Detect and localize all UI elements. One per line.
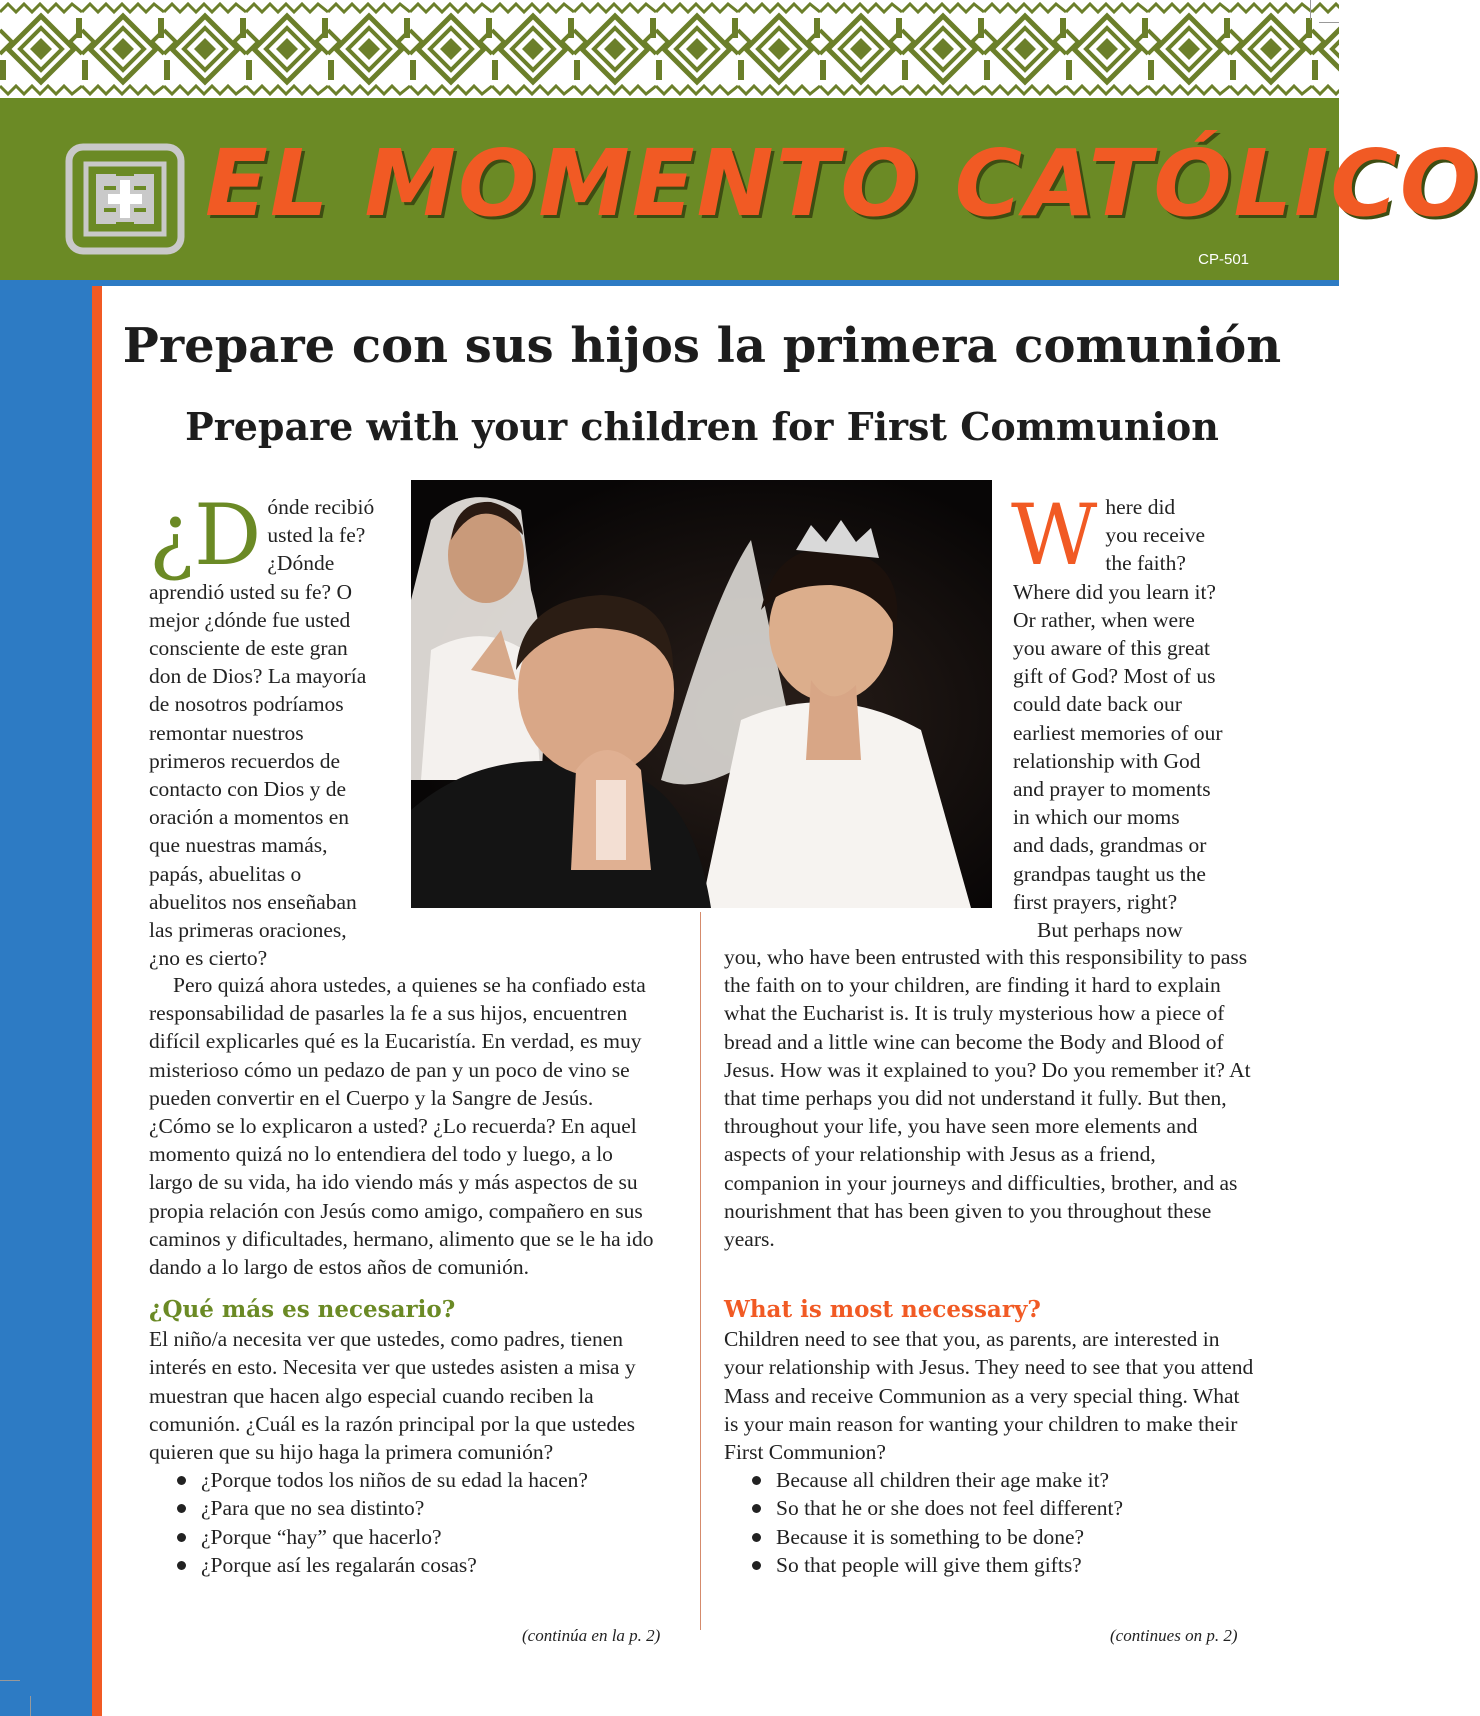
english-intro-line: here did xyxy=(1105,495,1176,519)
english-intro-line: first prayers, right? xyxy=(1013,889,1178,914)
spanish-intro-line: primeros recuerdos de xyxy=(149,748,341,773)
english-paragraph-2-start: But perhaps now xyxy=(1037,918,1183,943)
spanish-intro-line: remontar nuestros xyxy=(149,720,304,745)
newsletter-title: EL MOMENTO CATÓLICO xyxy=(205,130,1480,237)
list-item: ¿Porque todos los niños de su edad la hacen? xyxy=(189,1466,659,1494)
spanish-intro-line: de nosotros podríamos xyxy=(149,692,344,717)
list-item: Because all children their age make it? xyxy=(764,1466,1254,1494)
masthead xyxy=(0,98,1480,280)
english-intro-line: relationship with God xyxy=(1013,748,1201,773)
column-divider xyxy=(700,912,701,1630)
english-intro xyxy=(1011,486,1253,944)
spanish-intro-line: oración a momentos en xyxy=(149,805,350,830)
english-intro-line: could date back our xyxy=(1013,692,1182,717)
english-intro-line: you receive xyxy=(1105,523,1206,548)
spanish-intro-line: ¿no es cierto? xyxy=(149,946,268,971)
english-paragraph-3: Children need to see that you, as parents, are interested in your relationship with Jesus. They need to see that you attend Mass and receive Communion as a very special thing. What is your main reason for wanting your children to make their First Communion? xyxy=(724,1327,1254,1465)
english-intro-line: gift of God? Most of us xyxy=(1013,664,1216,689)
spanish-intro-line: abuelitos nos enseñaban xyxy=(149,889,357,914)
spanish-paragraph-3: El niño/a necesita ver que ustedes, como padres, tienen interés en esto. Necesita ver que ustedes asisten a misa y muestran que hacen algo especial cuando reciben la comunión. ¿Cuál es la razón principal por la que ustedes quieren que su hijo haga la primera comunión? xyxy=(149,1327,636,1465)
crop-mark xyxy=(0,1680,20,1681)
list-item: So that people will give them gifts? xyxy=(764,1551,1254,1579)
spanish-intro-line: ónde recibió xyxy=(267,495,375,519)
english-dropcap: W xyxy=(1011,486,1098,584)
english-intro-line: Or rather, when were xyxy=(1013,607,1195,632)
english-intro-line: and prayer to moments xyxy=(1013,777,1211,802)
spanish-intro-line: contacto con Dios y de xyxy=(149,777,347,802)
list-item: So that he or she does not feel different? xyxy=(764,1494,1254,1522)
list-item: Because it is something to be done? xyxy=(764,1523,1254,1551)
english-intro-line: in which our moms xyxy=(1013,805,1180,830)
side-orange-bar xyxy=(92,286,102,1716)
spanish-intro-line: mejor ¿dónde fue usted xyxy=(149,607,351,632)
list-item: ¿Para que no sea distinto? xyxy=(189,1494,659,1522)
english-intro-line: the faith? xyxy=(1105,551,1186,576)
crop-mark xyxy=(30,1696,31,1716)
headline-english: Prepare with your children for First Communion xyxy=(185,404,1219,449)
first-communion-children-photo xyxy=(411,480,992,908)
english-intro-line: grandpas taught us the xyxy=(1013,861,1206,886)
spanish-intro-line: aprendió usted su fe? O xyxy=(149,579,352,604)
spanish-continues-note: (continúa en la p. 2) xyxy=(522,1626,661,1645)
english-intro-line: and dads, grandmas or xyxy=(1013,833,1207,858)
english-intro-line: you aware of this great xyxy=(1013,636,1211,661)
list-item: ¿Porque “hay” que hacerlo? xyxy=(189,1523,659,1551)
headline-spanish: Prepare con sus hijos la primera comunión xyxy=(122,318,1282,374)
spanish-intro-line: don de Dios? La mayoría xyxy=(149,664,367,689)
spanish-intro-line: las primeras oraciones, xyxy=(149,918,347,943)
english-paragraph-2: you, who have been entrusted with this responsibility to pass the faith on to your children, are finding it hard to explain what the Eucharist is. It is truly mysterious how a piece of bread and a little wine can become the Body and Blood of Jesus. How was it explained to you? Do you remember it? At that time perhaps you did not understand it fully. But then, throughout your life, you have seen more elements and aspects of your relationship with Jesus as a friend, companion in your journeys and difficulties, brother, and as nourishment that has been given to you throughout these years. xyxy=(724,945,1251,1252)
english-continues-note: (continues on p. 2) xyxy=(1110,1626,1238,1645)
cross-meander-icon xyxy=(66,144,184,254)
side-blue-bar xyxy=(0,280,92,1716)
spanish-intro-line: ¿Dónde xyxy=(267,551,335,576)
header-pattern-band xyxy=(0,0,1339,98)
spanish-body xyxy=(149,971,659,1579)
issue-code: CP-501 xyxy=(1198,251,1249,268)
aztec-pattern-icon xyxy=(0,0,1339,98)
spanish-paragraph-2: Pero quizá ahora ustedes, a quienes se ha confiado esta responsabilidad de pasarles la fe a sus hijos, encuentren difícil explicarles qué es la Eucaristía. En verdad, es muy misterioso cómo un pedazo de pan y un poco de vino se pueden convertir en el Cuerpo y la Sangre de Jesús. ¿Cómo se lo explicaron a usted? ¿Lo recuerda? En aquel momento quizá no lo entendiera del todo y luego, a lo largo de su vida, ha ido viendo más y más aspectos de su propia relación con Jesús como amigo, compañero en sus caminos y dificultades, hermano, alimento que se le ha ido dando a lo largo de estos años de comunión. xyxy=(149,973,654,1280)
english-intro-line: Where did you learn it? xyxy=(1013,579,1216,604)
spanish-intro-line: usted la fe? xyxy=(267,523,366,548)
crop-mark xyxy=(1319,22,1339,23)
spanish-intro xyxy=(149,486,379,972)
spanish-bullet-list xyxy=(189,1466,659,1579)
english-body xyxy=(724,943,1254,1579)
english-bullet-list xyxy=(764,1466,1254,1579)
spanish-intro-line: que nuestras mamás, xyxy=(149,833,328,858)
header-blue-rule xyxy=(0,280,1339,286)
spanish-subheading: ¿Qué más es necesario? xyxy=(149,1296,456,1324)
spanish-intro-line: consciente de este gran xyxy=(149,636,348,661)
english-intro-line: earliest memories of our xyxy=(1013,720,1223,745)
list-item: ¿Porque así les regalarán cosas? xyxy=(189,1551,659,1579)
crop-mark xyxy=(1310,0,1311,20)
spanish-dropcap: ¿D xyxy=(149,486,262,584)
english-subheading: What is most necessary? xyxy=(724,1296,1041,1324)
spanish-intro-line: papás, abuelitas o xyxy=(149,861,302,886)
